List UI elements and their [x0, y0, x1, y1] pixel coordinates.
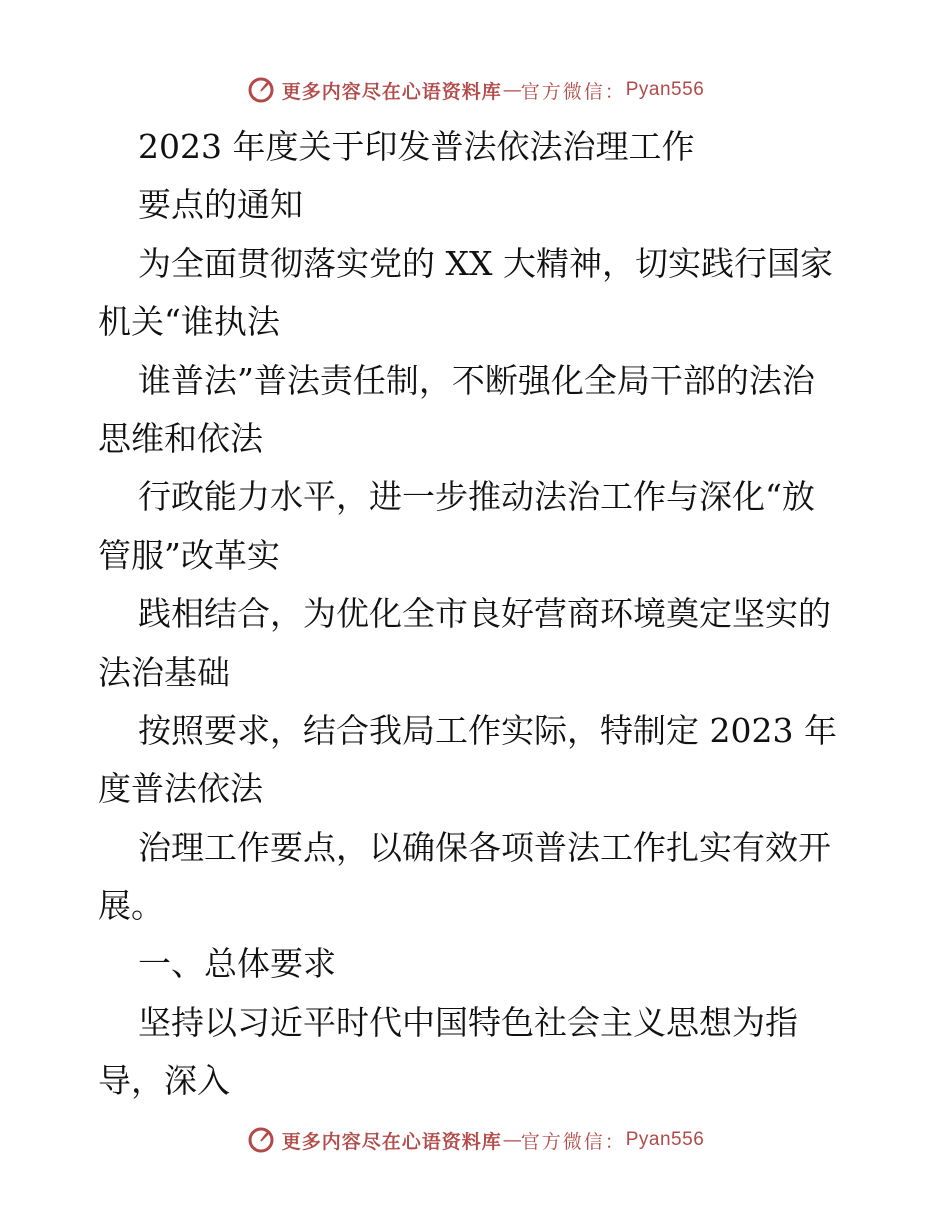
header-watermark-banner — [0, 70, 950, 110]
quill-logo-icon — [246, 75, 276, 105]
wechat-id: Pyan556 — [625, 1129, 705, 1150]
wechat-label: 官方微信： — [520, 1130, 626, 1153]
text-line: 2023 年度关于印发普法依法治理工作 — [138, 127, 695, 166]
quill-logo-icon — [246, 1125, 276, 1155]
document-body — [98, 118, 858, 1111]
text-line: 治理工作要点，以确保各项普法工作扎实有效开 — [138, 827, 831, 867]
text-line: 机关“谁执法 — [98, 302, 280, 342]
text-line: 坚持以习近平时代中国特色社会主义思想为指 — [138, 1002, 798, 1042]
site-name-text: 更多内容尽在心语资料库 — [281, 1130, 502, 1153]
text-line: 一、总体要求 — [138, 944, 336, 984]
banner-dash: — — [502, 1129, 520, 1151]
wechat-label: 官方微信： — [520, 80, 626, 103]
text-line: 导，深入 — [98, 1061, 230, 1101]
text-line: 度普法依法 — [98, 769, 263, 809]
text-line: 思维和依法 — [98, 418, 263, 458]
text-line: 展。 — [98, 886, 164, 926]
site-name-text: 更多内容尽在心语资料库 — [281, 80, 502, 103]
text-line: 法治基础 — [98, 652, 230, 692]
footer-watermark-banner — [0, 1120, 950, 1160]
banner-dash: — — [502, 79, 520, 101]
text-line: 为全面贯彻落实党的 XX 大精神，切实践行国家 — [138, 243, 833, 283]
wechat-id: Pyan556 — [625, 79, 705, 100]
text-line: 谁普法”普法责任制，不断强化全局干部的法治 — [138, 360, 815, 400]
text-line: 要点的通知 — [138, 185, 303, 225]
text-line: 按照要求，结合我局工作实际，特制定 2023 年 — [138, 710, 837, 750]
text-line: 践相结合，为优化全市良好营商环境奠定坚实的 — [138, 594, 831, 634]
text-line: 行政能力水平，进一步推动法治工作与深化“放 — [138, 477, 815, 517]
text-line: 管服”改革实 — [98, 535, 280, 575]
